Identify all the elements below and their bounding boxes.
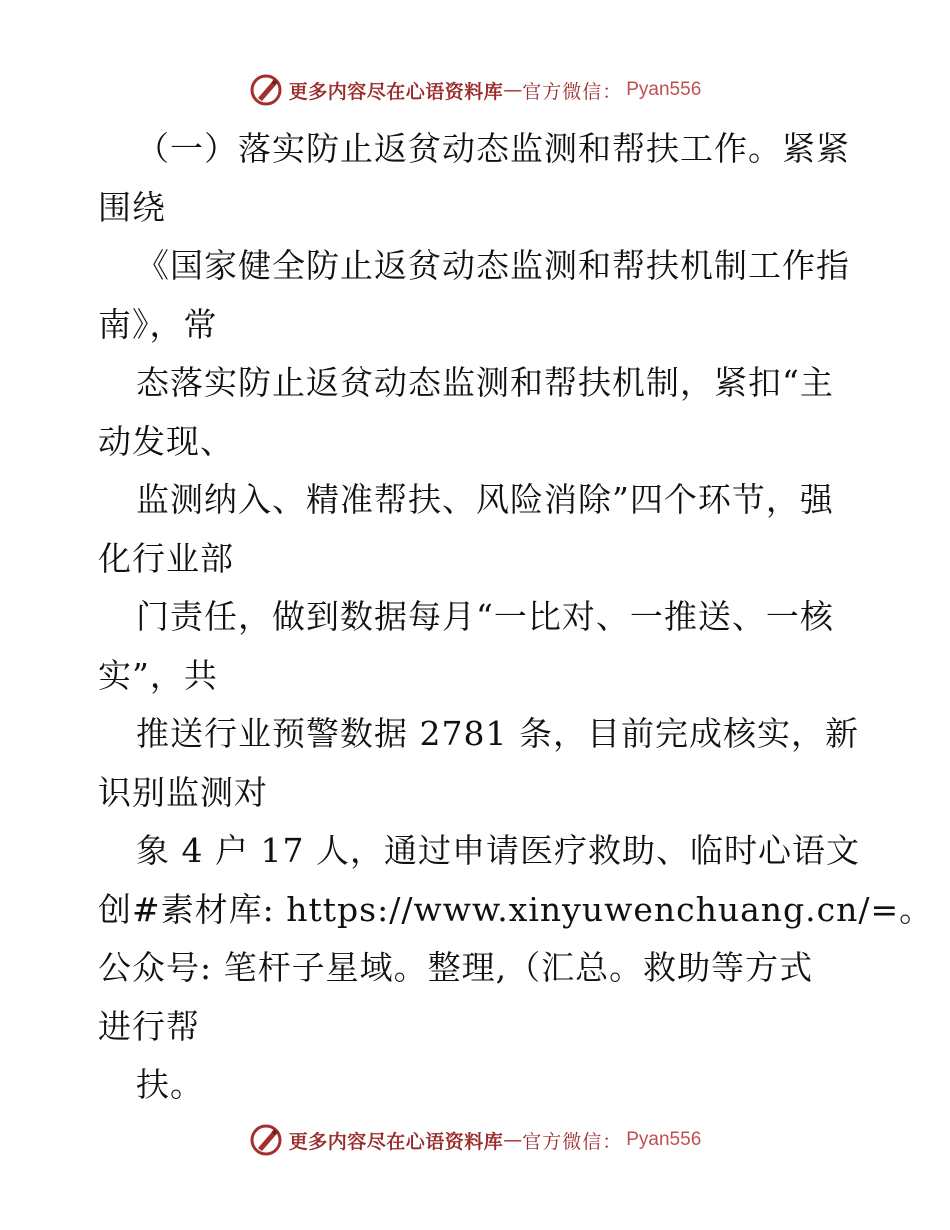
body-line: 扶。 bbox=[136, 1065, 204, 1104]
banner-dash: — bbox=[503, 79, 523, 101]
body-line: 南》，常 bbox=[98, 304, 218, 344]
banner-text: 更多内容尽在心语资料库 bbox=[288, 80, 504, 103]
banner-wechat-label: 官方微信： bbox=[522, 80, 623, 103]
body-line: 化行业部 bbox=[98, 538, 234, 578]
body-line: 监测纳入、精准帮扶、风险消除”四个环节，强 bbox=[136, 480, 834, 519]
pen-logo-icon bbox=[249, 1123, 283, 1157]
body-line: （一）落实防止返贫动态监测和帮扶工作。紧紧 bbox=[136, 129, 850, 168]
body-line: 推送行业预警数据 2781 条，目前完成核实，新 bbox=[136, 714, 859, 753]
body-line: 实”，共 bbox=[98, 655, 218, 695]
pen-logo-icon bbox=[249, 73, 283, 107]
body-line: 识别监测对 bbox=[98, 772, 268, 812]
banner-text: 更多内容尽在心语资料库 bbox=[288, 1130, 504, 1153]
header-watermark-banner bbox=[0, 70, 950, 110]
body-line: 《国家健全防止返贫动态监测和帮扶机制工作指 bbox=[136, 246, 850, 285]
banner-dash: — bbox=[503, 1129, 523, 1151]
banner-wechat-id: Pyan556 bbox=[626, 79, 702, 100]
banner-wechat-label: 官方微信： bbox=[522, 1130, 623, 1153]
body-line: 公众号: 笔杆子星域。整理,（汇总。救助等方式 bbox=[98, 948, 814, 987]
body-line: 态落实防止返贫动态监测和帮扶机制，紧扣“主 bbox=[136, 363, 834, 402]
body-line: 动发现、 bbox=[98, 421, 234, 461]
banner-wechat-id: Pyan556 bbox=[626, 1129, 702, 1150]
body-line: 创#素材库: https://www.xinyuwenchuang.cn/=。 bbox=[98, 889, 934, 929]
footer-watermark-banner bbox=[0, 1120, 950, 1160]
body-line: 门责任，做到数据每月“一比对、一推送、一核 bbox=[136, 597, 834, 636]
body-line: 进行帮 bbox=[98, 1006, 200, 1046]
document-body bbox=[98, 120, 934, 1115]
body-line: 象 4 户 17 人，通过申请医疗救助、临时心语文 bbox=[136, 831, 860, 870]
body-line: 围绕 bbox=[98, 187, 166, 227]
